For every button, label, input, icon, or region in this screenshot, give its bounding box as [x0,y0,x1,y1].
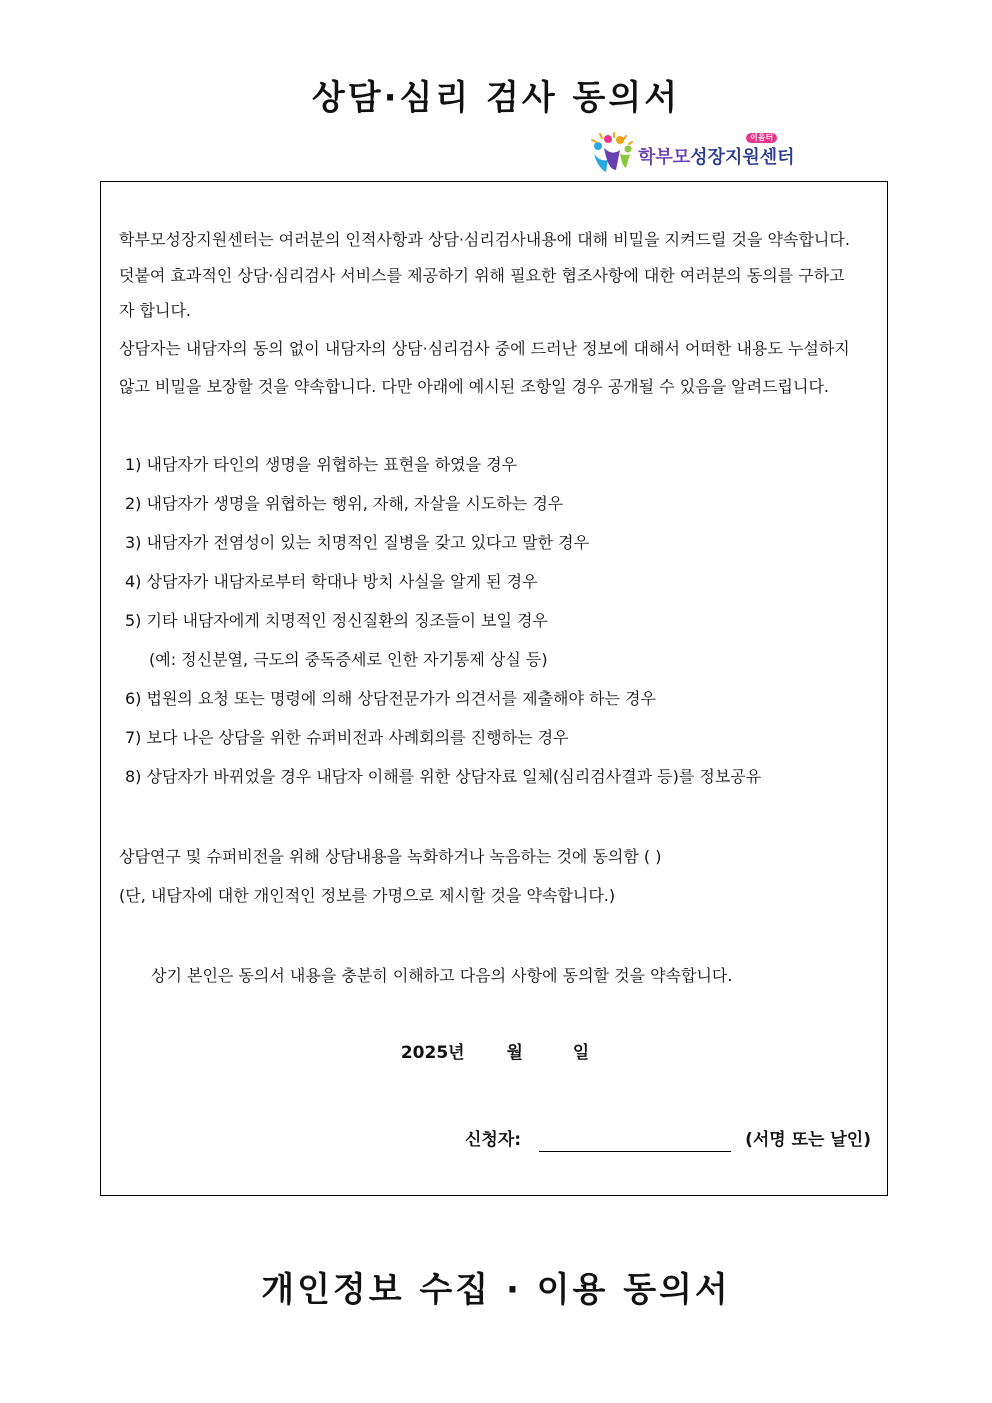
date-month: 월 [506,1043,523,1063]
exception-item: 2) 내담자가 생명을 위협하는 행위, 자해, 자살을 시도하는 경우 [125,494,564,513]
intro-line: 상담자는 내담자의 동의 없이 내담자의 상담·심리검사 중에 드러난 정보에 대해서 어떠한 내용도 누설하지 [119,339,850,358]
date-row [101,1035,889,1071]
section-title-privacy: 개인정보 수집 · 이용 동의서 [261,1270,731,1310]
exception-example: (예: 정신분열, 극도의 중독증세로 인한 자기통제 상실 등) [149,650,548,669]
signature-row [465,1122,871,1158]
date-day: 일 [572,1043,590,1063]
exception-item: 7) 보다 나은 상담을 위한 슈퍼비전과 사례회의를 진행하는 경우 [125,728,569,747]
logo-text-part1: 학부모 [638,147,691,168]
signature-suffix: (서명 또는 날인) [745,1130,871,1150]
exception-item: 5) 기타 내담자에게 치명적인 정신질환의 징조들이 보일 경우 [125,611,548,630]
exception-item: 6) 법원의 요청 또는 명령에 의해 상담전문가가 의견서를 제출해야 하는 경우 [125,689,656,708]
exception-item: 8) 상담자가 바뀌었을 경우 내담자 이해를 위한 상담자료 일체(심리검사결과 등)를 정보공유 [125,767,762,786]
recording-note: (단, 내담자에 대한 개인적인 정보를 가명으로 제시할 것을 약속합니다.) [119,886,616,905]
logo-text-part2: 성장지원센터 [690,147,795,168]
recording-consent: 상담연구 및 슈퍼비전을 위해 상담내용을 녹화하거나 녹음하는 것에 동의함 ( ) [119,847,662,866]
people-logo-icon [590,132,634,174]
signature-line[interactable] [539,1129,731,1152]
page-title: 상담·심리 검사 동의서 [311,78,681,118]
exception-item: 3) 내담자가 전염성이 있는 치명적인 질병을 갖고 있다고 말한 경우 [125,533,590,552]
intro-line: 학부모성장지원센터는 여러분의 인적사항과 상담·심리검사내용에 대해 비밀을 지켜드릴 것을 약속합니다. [119,230,850,249]
intro-line: 덧붙여 효과적인 상담·심리검사 서비스를 제공하기 위해 필요한 협조사항에 대한 여러분의 동의를 구하고 [119,266,845,285]
applicant-label: 신청자: [465,1130,522,1150]
logo-wordmark [638,133,795,168]
logo-badge: 이음터 [746,133,777,143]
exception-item: 1) 내담자가 타인의 생명을 위협하는 표현을 하였을 경우 [125,455,518,474]
consent-content-box [100,181,888,1196]
date-year: 2025년 [400,1043,465,1063]
agreement-statement: 상기 본인은 동의서 내용을 충분히 이해하고 다음의 사항에 동의할 것을 약속합니다. [151,966,733,985]
exception-item: 4) 상담자가 내담자로부터 학대나 방치 사실을 알게 된 경우 [125,572,538,591]
center-logo [590,132,795,174]
intro-line: 자 합니다. [119,301,191,320]
intro-line: 않고 비밀을 보장할 것을 약속합니다. 다만 아래에 예시된 조항일 경우 공개될 수 있음을 알려드립니다. [119,377,829,396]
